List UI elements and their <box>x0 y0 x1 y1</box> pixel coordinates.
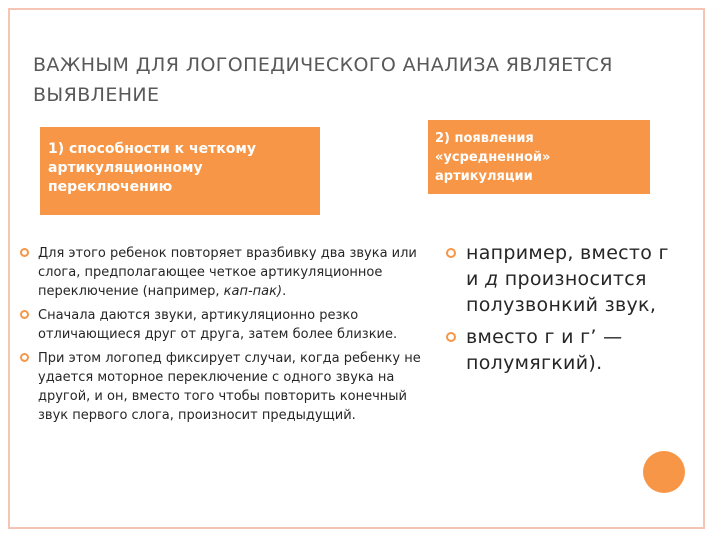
list-item <box>20 306 430 344</box>
decorative-circle <box>643 451 685 493</box>
left-bullet-list <box>20 244 430 430</box>
bullet-icon <box>446 332 456 342</box>
bullet-example: кап-пак) <box>223 284 283 299</box>
bullet-text: Для этого ребенок повторяет вразбивку два звука или слога, предполагающее четкое артикуляционное переключение (например, <box>38 246 417 299</box>
bullet-example: д <box>485 268 499 290</box>
bullet-icon <box>20 248 29 257</box>
list-item <box>20 244 430 301</box>
bullet-text: вместо г и г’ — полумягкий). <box>466 326 623 374</box>
slide-title: ВАЖНЫМ ДЛЯ ЛОГОПЕДИЧЕСКОГО АНАЛИЗА ЯВЛЯЕТСЯ ВЫЯВЛЕНИЕ <box>33 54 613 106</box>
bullet-text: например, вместо г и <box>466 242 669 290</box>
bullet-text-end: произносится полузвонкий звук, <box>466 268 657 316</box>
box-averaged-articulation: 2) появления «усредненной» артикуляции <box>428 120 650 194</box>
bullet-text: При этом логопед фиксирует случаи, когда ребенку не удается моторное переключение с одного звука на другой, и он, вместо того чтобы повторить конечный звук первого слога, произносит предыдущий. <box>38 351 421 423</box>
bullet-text-end: . <box>282 284 287 299</box>
list-item <box>446 324 686 376</box>
bullet-icon <box>20 353 29 362</box>
list-item <box>20 349 430 425</box>
right-bullet-list <box>446 240 686 376</box>
bullet-icon <box>446 248 456 258</box>
box-articulation-switching: 1) способности к четкому артикуляционному переключению <box>40 127 320 215</box>
bullet-icon <box>20 310 29 319</box>
list-item <box>446 240 686 318</box>
bullet-text: Сначала даются звуки, артикуляционно резко отличающиеся друг от друга, затем более близкие. <box>38 308 398 342</box>
